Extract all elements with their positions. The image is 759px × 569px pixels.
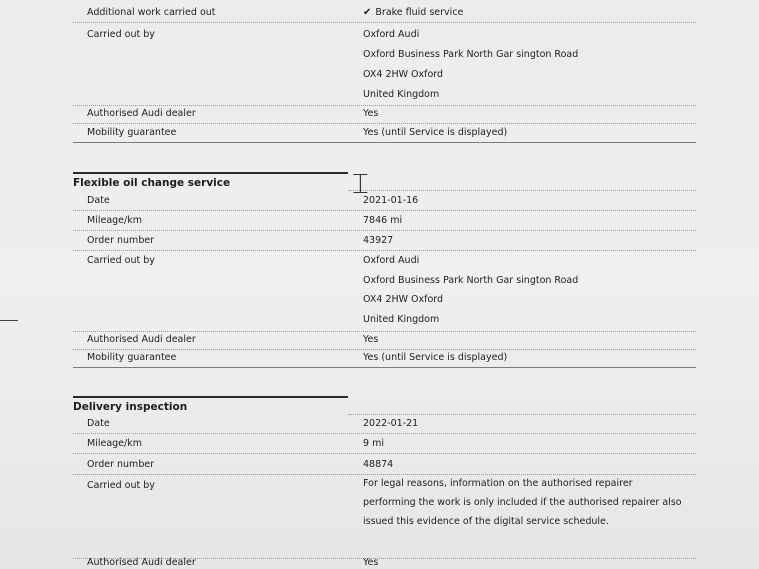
delivery-section-title: Delivery inspection bbox=[73, 396, 348, 413]
date-value: 2021-01-16 bbox=[363, 195, 419, 206]
delivery-date-row bbox=[73, 418, 696, 434]
checkmark-icon: ✔ bbox=[363, 7, 372, 18]
additional-work-value bbox=[363, 7, 463, 18]
delivery-dealer-row bbox=[73, 557, 696, 569]
address-line: OX4 2HW Oxford bbox=[363, 69, 444, 80]
address-line: United Kingdom bbox=[363, 89, 440, 100]
mobility-label: Mobility guarantee bbox=[87, 127, 177, 138]
address-line: OX4 2HW Oxford bbox=[363, 294, 444, 305]
address-line: Oxford Audi bbox=[363, 29, 420, 40]
oil-order-row bbox=[73, 235, 696, 251]
oil-date-row bbox=[73, 195, 696, 211]
dealer-value: Yes bbox=[363, 108, 379, 119]
carried-out-label: Carried out by bbox=[87, 255, 155, 266]
oil-section-title: Flexible oil change service bbox=[73, 172, 348, 189]
legal-line: performing the work is only included if the authorised repairer also bbox=[363, 497, 682, 508]
dealer-label: Authorised Audi dealer bbox=[87, 557, 196, 568]
dealer-label: Authorised Audi dealer bbox=[87, 334, 196, 345]
additional-work-label: Additional work carried out bbox=[87, 7, 216, 18]
mileage-label: Mileage/km bbox=[87, 438, 142, 449]
carried-out-label: Carried out by bbox=[87, 29, 155, 40]
address-line: Oxford Business Park North Gar sington Road bbox=[363, 49, 579, 60]
oil-mileage-row bbox=[73, 215, 696, 231]
delivery-order-row bbox=[73, 459, 696, 475]
mobility-value: Yes (until Service is displayed) bbox=[363, 127, 508, 138]
order-value: 43927 bbox=[363, 235, 394, 246]
dealer-label: Authorised Audi dealer bbox=[87, 108, 196, 119]
oil-dealer-row bbox=[73, 334, 696, 350]
order-value: 48874 bbox=[363, 459, 394, 470]
mobility-value: Yes (until Service is displayed) bbox=[363, 352, 508, 363]
edge-mark bbox=[0, 320, 18, 321]
date-label: Date bbox=[87, 418, 110, 429]
dealer-value: Yes bbox=[363, 557, 379, 568]
carried-out-label: Carried out by bbox=[87, 480, 155, 491]
oil-mobility-row bbox=[73, 352, 696, 368]
mobility-label: Mobility guarantee bbox=[87, 352, 177, 363]
date-value: 2022-01-21 bbox=[363, 418, 419, 429]
order-label: Order number bbox=[87, 459, 155, 470]
additional-work-text: Brake fluid service bbox=[375, 7, 464, 18]
dealer-row bbox=[73, 108, 696, 124]
mobility-row bbox=[73, 127, 696, 143]
mileage-value: 7846 mi bbox=[363, 215, 403, 226]
section-divider bbox=[348, 414, 696, 415]
delivery-mileage-row bbox=[73, 438, 696, 454]
legal-line: issued this evidence of the digital service schedule. bbox=[363, 516, 609, 527]
date-label: Date bbox=[87, 195, 110, 206]
dealer-value: Yes bbox=[363, 334, 379, 345]
mileage-label: Mileage/km bbox=[87, 215, 142, 226]
additional-work-row bbox=[73, 7, 696, 23]
address-line: United Kingdom bbox=[363, 314, 440, 325]
legal-line: For legal reasons, information on the authorised repairer bbox=[363, 478, 633, 489]
order-label: Order number bbox=[87, 235, 155, 246]
address-line: Oxford Audi bbox=[363, 255, 420, 266]
mileage-value: 9 mi bbox=[363, 438, 384, 449]
text-cursor-icon: ⌶ bbox=[352, 167, 369, 200]
section-divider bbox=[348, 190, 696, 191]
address-line: Oxford Business Park North Gar sington Road bbox=[363, 275, 579, 286]
